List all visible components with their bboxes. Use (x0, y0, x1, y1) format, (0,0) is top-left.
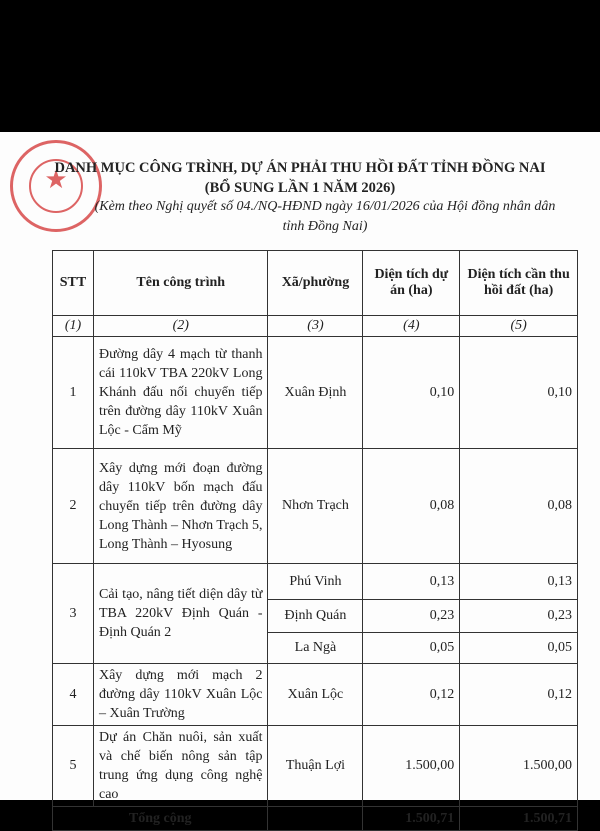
index-row (53, 316, 578, 337)
total-recover: 1.500,71 (460, 807, 578, 831)
col-header: STT (53, 251, 94, 316)
total-ward-cell (268, 807, 363, 831)
ward-cell: Nhơn Trạch (268, 449, 363, 564)
name-cell: Xây dựng mới đoạn đường dây 110kV bốn mạch đấu chuyển tiếp trên đường dây Long Thành – Nhơn Trạch 5, Long Thành – Hyosung (93, 449, 268, 564)
recover-cell: 0,10 (460, 337, 578, 449)
name-cell: Xây dựng mới mạch 2 đường dây 110kV Xuân Lộc – Xuân Trường (93, 664, 268, 726)
table-row (53, 664, 578, 726)
name-cell: Đường dây 4 mạch từ thanh cái 110kV TBA 220kV Long Khánh đấu nối chuyển tiếp trên đường dây 110kV Xuân Lộc - Cẩm Mỹ (93, 337, 268, 449)
ward-cell: Định Quán (268, 600, 363, 633)
name-cell: Cải tạo, nâng tiết diện dây từ TBA 220kV Định Quán - Định Quán 2 (93, 564, 268, 664)
document-subtitle-line2: tỉnh Đồng Nai) (282, 219, 368, 234)
table-row (53, 449, 578, 564)
red-seal-stamp: ★ (10, 140, 102, 232)
col-header: Xã/phường (268, 251, 363, 316)
recover-cell: 1.500,00 (460, 726, 578, 807)
stt-cell: 3 (53, 564, 94, 664)
index-cell: (5) (460, 316, 578, 337)
project-table (52, 250, 578, 831)
stt-cell: 4 (53, 664, 94, 726)
document-subtitle: (Kèm theo Nghị quyết số 04./NQ-HĐND ngày 16/01/2026 của Hội đồng nhân dân (94, 199, 556, 214)
col-header: Diện tích cần thu hồi đất (ha) (460, 251, 578, 316)
recover-cell: 0,05 (460, 633, 578, 664)
total-area: 1.500,71 (363, 807, 460, 831)
stt-cell: 1 (53, 337, 94, 449)
index-cell: (4) (363, 316, 460, 337)
table-row (53, 564, 578, 600)
col-header: Diện tích dự án (ha) (363, 251, 460, 316)
area-cell: 0,08 (363, 449, 460, 564)
table-row (53, 726, 578, 807)
total-row (53, 807, 578, 831)
name-cell: Dự án Chăn nuôi, sản xuất và chế biến nông sản tập trung ứng dụng công nghệ cao (93, 726, 268, 807)
col-header: Tên công trình (93, 251, 268, 316)
recover-cell: 0,23 (460, 600, 578, 633)
ward-cell: Xuân Định (268, 337, 363, 449)
index-cell: (3) (268, 316, 363, 337)
area-cell: 0,23 (363, 600, 460, 633)
recover-cell: 0,12 (460, 664, 578, 726)
ward-cell: Thuận Lợi (268, 726, 363, 807)
ward-cell: La Ngà (268, 633, 363, 664)
ward-cell: Xuân Lộc (268, 664, 363, 726)
index-cell: (2) (93, 316, 268, 337)
stt-cell: 2 (53, 449, 94, 564)
document-title: DANH MỤC CÔNG TRÌNH, DỰ ÁN PHẢI THU HỒI ĐẤT TỈNH ĐỒNG NAI (54, 160, 546, 176)
area-cell: 0,12 (363, 664, 460, 726)
total-label: Tổng cộng (53, 807, 268, 831)
table-row (53, 337, 578, 449)
area-cell: 0,05 (363, 633, 460, 664)
index-cell: (1) (53, 316, 94, 337)
stt-cell: 5 (53, 726, 94, 807)
recover-cell: 0,13 (460, 564, 578, 600)
document-title-line2: (BỔ SUNG LẦN 1 NĂM 2026) (204, 180, 396, 196)
area-cell: 0,13 (363, 564, 460, 600)
area-cell: 1.500,00 (363, 726, 460, 807)
area-cell: 0,10 (363, 337, 460, 449)
ward-cell: Phú Vinh (268, 564, 363, 600)
table-header-row (53, 251, 578, 316)
recover-cell: 0,08 (460, 449, 578, 564)
